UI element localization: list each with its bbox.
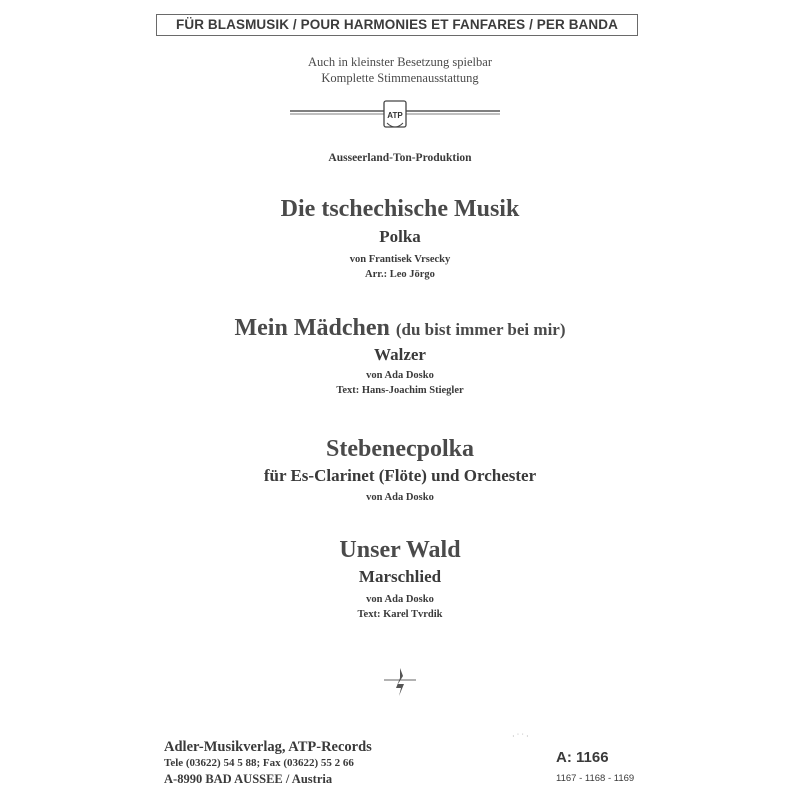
piece-2-composer: von Ada Dosko	[366, 370, 434, 381]
instrumentation-note: Auch in kleinster Besetzung spielbar	[308, 55, 492, 69]
scan-speck-icon: · ˙ ˙ ·	[512, 732, 529, 741]
piece-4-title: Unser Wald	[339, 537, 461, 563]
piece-2-genre: Walzer	[374, 345, 426, 364]
piece-2-credit: Text: Hans-Joachim Stiegler	[336, 385, 464, 396]
logo-text: ATP	[387, 111, 403, 120]
piece-1-genre: Polka	[379, 227, 421, 246]
series-numbers: 1167 - 1168 - 1169	[556, 773, 635, 784]
piece-2-title-suffix: (du bist immer bei mir)	[395, 320, 566, 339]
producer: Ausseerland-Ton-Produktion	[328, 152, 472, 164]
publisher-name: Adler-Musikverlag, ATP-Records	[164, 739, 372, 755]
piece-3-composer: von Ada Dosko	[366, 492, 434, 503]
eagle-emblem-icon	[380, 662, 420, 702]
publisher-address: A-8990 BAD AUSSEE / Austria	[164, 772, 333, 786]
piece-4-credit: Text: Karel Tvrdik	[357, 609, 443, 620]
piece-1-title: Die tschechische Musik	[280, 196, 520, 222]
atp-logo-icon	[290, 99, 500, 135]
publisher-phone: Tele (03622) 54 5 88; Fax (03622) 55 2 66	[164, 757, 354, 769]
parts-note: Komplette Stimmenausstattung	[321, 71, 479, 85]
piece-1-composer: von Frantisek Vrsecky	[349, 254, 451, 265]
order-number: A: 1166	[556, 749, 609, 766]
piece-4-genre: Marschlied	[358, 567, 442, 586]
piece-2-title: Mein Mädchen	[234, 315, 390, 341]
piece-2-title-line	[0, 315, 800, 342]
piece-4-composer: von Ada Dosko	[366, 594, 434, 605]
publication-banner: FÜR BLASMUSIK / POUR HARMONIES ET FANFARES / PER BANDA	[156, 14, 638, 36]
piece-1-credit: Arr.: Leo Jörgo	[365, 269, 435, 280]
piece-3-title: Stebenecpolka	[325, 436, 474, 462]
piece-3-genre: für Es-Clarinet (Flöte) und Orchester	[263, 466, 537, 485]
